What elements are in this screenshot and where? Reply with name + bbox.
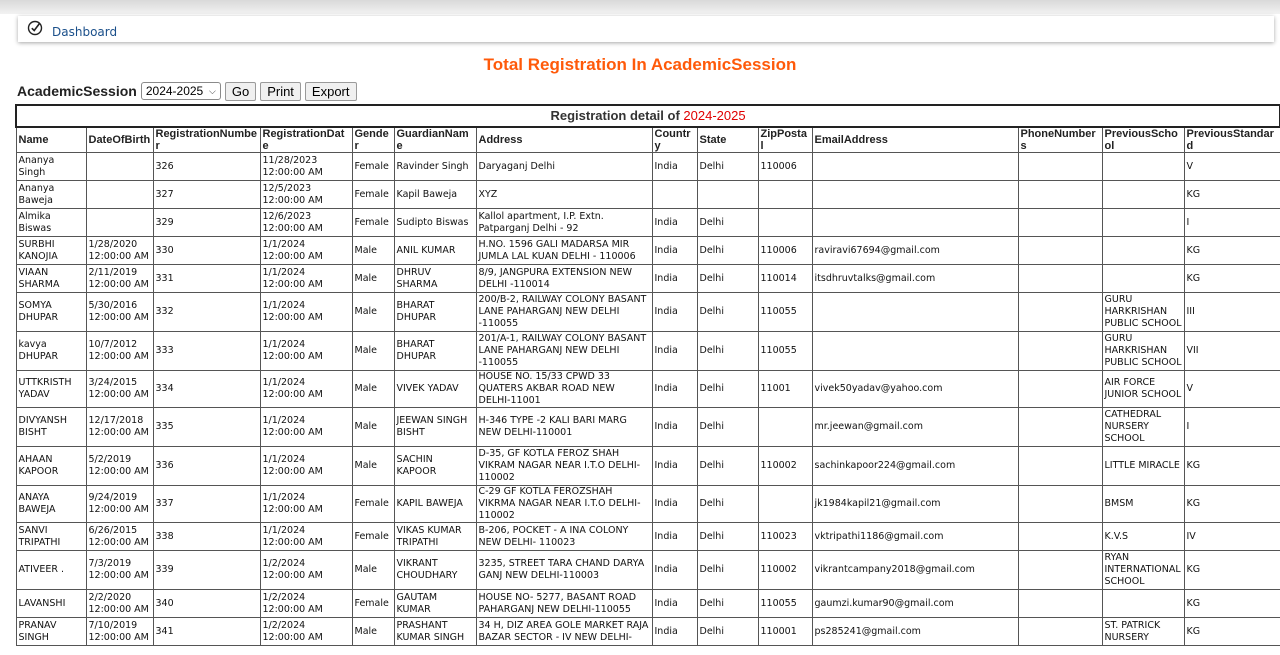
table-cell: 1/28/2020 12:00:00 AM [86,237,153,265]
table-cell: Female [352,209,394,237]
table-cell: VII [1184,332,1280,371]
table-cell: Delhi [697,408,758,447]
table-row [16,447,1280,486]
breadcrumb [18,16,1274,42]
table-cell: DHRUV SHARMA [394,265,476,293]
table-cell: India [652,590,697,618]
table-cell [1102,153,1184,181]
table-row [16,371,1280,408]
table-cell: 341 [153,618,260,646]
table-cell: 34 H, DIZ AREA GOLE MARKET RAJA BAZAR SECTOR - IV NEW DELHI- [476,618,652,646]
table-cell: 200/B-2, RAILWAY COLONY BASANT LANE PAHARGANJ NEW DELHI -110055 [476,293,652,332]
table-cell: KG [1184,590,1280,618]
table-header-row [16,127,1280,153]
table-cell: SANVI TRIPATHI [16,523,86,551]
table-cell: 327 [153,181,260,209]
table-cell: 336 [153,447,260,486]
table-cell [758,408,812,447]
registration-table-wrap [15,104,1279,646]
table-cell: Female [352,590,394,618]
breadcrumb-dashboard-link[interactable]: Dashboard [52,25,118,39]
table-row [16,265,1280,293]
table-cell: Male [352,371,394,408]
registration-table [15,104,1280,646]
table-cell: AIR FORCE JUNIOR SCHOOL [1102,371,1184,408]
table-cell: LAVANSHI [16,590,86,618]
table-cell [1018,209,1102,237]
table-caption-prefix: Registration detail of [550,108,680,123]
table-cell: Delhi [697,590,758,618]
academic-session-label: AcademicSession [17,83,137,99]
table-cell: D-35, GF KOTLA FEROZ SHAH VIKRAM NAGAR NEAR I.T.O DELHI-110002 [476,447,652,486]
table-cell: 3/24/2015 12:00:00 AM [86,371,153,408]
table-cell: Delhi [697,371,758,408]
table-cell: itsdhruvtalks@gmail.com [812,265,1018,293]
table-cell: Almika Biswas [16,209,86,237]
session-filter-bar [17,80,361,102]
table-cell: 1/1/2024 12:00:00 AM [260,332,352,371]
table-cell: BHARAT DHUPAR [394,293,476,332]
table-cell: 12/5/2023 12:00:00 AM [260,181,352,209]
table-caption [16,105,1280,127]
table-row [16,153,1280,181]
table-cell: India [652,523,697,551]
table-cell [1018,153,1102,181]
table-cell [1102,181,1184,209]
table-cell: CATHEDRAL NURSERY SCHOOL [1102,408,1184,447]
table-cell: KG [1184,551,1280,590]
table-cell: VIKAS KUMAR TRIPATHI [394,523,476,551]
page-title: Total Registration In AcademicSession [483,55,797,74]
table-cell [812,293,1018,332]
table-cell [86,209,153,237]
table-row [16,523,1280,551]
table-cell [697,181,758,209]
table-cell: RYAN INTERNATIONAL SCHOOL [1102,551,1184,590]
table-cell: Female [352,181,394,209]
table-cell: sachinkapoor224@gmail.com [812,447,1018,486]
table-cell: vktripathi1186@gmail.com [812,523,1018,551]
column-header: State [697,127,758,153]
table-cell: III [1184,293,1280,332]
table-cell: 110023 [758,523,812,551]
table-cell [86,153,153,181]
table-cell: Daryaganj Delhi [476,153,652,181]
table-cell [812,332,1018,371]
table-cell: C-29 GF KOTLA FEROZSHAH VIKRMA NAGAR NEAR I.T.O DELHI- 110002 [476,486,652,523]
column-header: EmailAddress [812,127,1018,153]
table-cell: 110014 [758,265,812,293]
table-cell: H.NO. 1596 GALI MADARSA MIR JUMLA LAL KUAN DELHI - 110006 [476,237,652,265]
table-cell: 334 [153,371,260,408]
table-cell [1018,447,1102,486]
table-cell: 110055 [758,590,812,618]
table-cell [1018,590,1102,618]
academic-session-selected-value: 2024-2025 [145,84,204,98]
table-cell: Male [352,551,394,590]
table-cell: gaumzi.kumar90@gmail.com [812,590,1018,618]
table-cell: 1/2/2024 12:00:00 AM [260,590,352,618]
table-cell: DIVYANSH BISHT [16,408,86,447]
table-cell: jk1984kapil21@gmail.com [812,486,1018,523]
table-cell: India [652,486,697,523]
table-cell: 8/9, JANGPURA EXTENSION NEW DELHI -110014 [476,265,652,293]
table-cell: mr.jeewan@gmail.com [812,408,1018,447]
table-cell: 1/1/2024 12:00:00 AM [260,486,352,523]
table-cell: Delhi [697,153,758,181]
table-cell: Delhi [697,447,758,486]
table-cell: 340 [153,590,260,618]
table-cell: 1/1/2024 12:00:00 AM [260,293,352,332]
table-cell: XYZ [476,181,652,209]
table-cell: Male [352,265,394,293]
table-cell: India [652,371,697,408]
print-button[interactable]: Print [260,82,301,101]
table-cell: GURU HARKRISHAN PUBLIC SCHOOL [1102,293,1184,332]
table-cell: Female [352,523,394,551]
table-cell: 12/6/2023 12:00:00 AM [260,209,352,237]
table-cell: VIAAN SHARMA [16,265,86,293]
table-cell: Female [352,486,394,523]
table-cell: 5/30/2016 12:00:00 AM [86,293,153,332]
table-cell: 110002 [758,447,812,486]
table-cell: V [1184,371,1280,408]
table-cell: KG [1184,486,1280,523]
table-cell: Delhi [697,265,758,293]
table-cell [812,153,1018,181]
column-header: RegistrationNumber [153,127,260,153]
table-cell: 12/17/2018 12:00:00 AM [86,408,153,447]
table-cell [652,181,697,209]
table-cell: 338 [153,523,260,551]
table-cell: 110002 [758,551,812,590]
table-cell: B-206, POCKET - A INA COLONY NEW DELHI- 110023 [476,523,652,551]
table-cell: India [652,265,697,293]
table-cell: Ananya Singh [16,153,86,181]
table-cell: SACHIN KAPOOR [394,447,476,486]
table-cell: India [652,408,697,447]
table-cell: Delhi [697,486,758,523]
table-cell [812,181,1018,209]
top-shade-bar [0,0,1280,14]
table-cell: 1/2/2024 12:00:00 AM [260,618,352,646]
table-cell: Delhi [697,523,758,551]
export-button[interactable]: Export [305,82,357,101]
table-cell: India [652,447,697,486]
column-header: Gender [352,127,394,153]
table-cell: Male [352,237,394,265]
table-cell: Male [352,293,394,332]
table-cell: ATIVEER . [16,551,86,590]
table-cell: PRASHANT KUMAR SINGH [394,618,476,646]
table-cell: GURU HARKRISHAN PUBLIC SCHOOL [1102,332,1184,371]
table-cell: 337 [153,486,260,523]
academic-session-select[interactable] [141,82,221,100]
table-cell: KG [1184,181,1280,209]
table-cell: IV [1184,523,1280,551]
table-cell: 1/1/2024 12:00:00 AM [260,237,352,265]
table-cell: 1/1/2024 12:00:00 AM [260,371,352,408]
table-cell: KG [1184,618,1280,646]
table-cell [1018,371,1102,408]
table-cell: 11/28/2023 12:00:00 AM [260,153,352,181]
table-cell: 332 [153,293,260,332]
table-cell: GAUTAM KUMAR [394,590,476,618]
table-cell: Delhi [697,237,758,265]
table-cell: 201/A-1, RAILWAY COLONY BASANT LANE PAHARGANJ NEW DELHI -110055 [476,332,652,371]
table-cell: India [652,293,697,332]
table-cell: Delhi [697,618,758,646]
table-cell [1018,265,1102,293]
table-cell: I [1184,408,1280,447]
table-cell: PRANAV SINGH [16,618,86,646]
table-cell [812,209,1018,237]
table-cell: India [652,237,697,265]
table-cell: Male [352,408,394,447]
table-cell [758,486,812,523]
table-cell: 1/1/2024 12:00:00 AM [260,265,352,293]
table-cell: KAPIL BAWEJA [394,486,476,523]
table-row [16,332,1280,371]
table-cell: 110055 [758,332,812,371]
table-cell: Delhi [697,293,758,332]
table-cell: Delhi [697,551,758,590]
table-cell [1018,523,1102,551]
table-cell: India [652,209,697,237]
table-body [16,153,1280,646]
column-header: Address [476,127,652,153]
table-cell [86,181,153,209]
go-button[interactable]: Go [225,82,256,101]
table-row [16,181,1280,209]
table-cell: I [1184,209,1280,237]
table-cell: 110006 [758,237,812,265]
table-cell [1018,408,1102,447]
table-cell: Male [352,332,394,371]
column-header: RegistrationDate [260,127,352,153]
table-cell [1102,209,1184,237]
table-cell: V [1184,153,1280,181]
table-cell: Ravinder Singh [394,153,476,181]
table-cell: vivek50yadav@yahoo.com [812,371,1018,408]
column-header: GuardianName [394,127,476,153]
table-cell: kavya DHUPAR [16,332,86,371]
table-row [16,486,1280,523]
table-cell [1102,590,1184,618]
table-cell [758,209,812,237]
column-header: Name [16,127,86,153]
table-cell [1018,237,1102,265]
table-cell: Delhi [697,209,758,237]
table-cell: India [652,332,697,371]
table-cell [1018,486,1102,523]
table-row [16,237,1280,265]
table-caption-year: 2024-2025 [683,108,746,123]
table-cell: 110055 [758,293,812,332]
table-cell: 326 [153,153,260,181]
table-cell: ANAYA BAWEJA [16,486,86,523]
table-row [16,293,1280,332]
table-cell: Sudipto Biswas [394,209,476,237]
table-cell [1018,181,1102,209]
table-cell: Ananya Baweja [16,181,86,209]
table-cell: Female [352,153,394,181]
table-row [16,590,1280,618]
table-cell: 110006 [758,153,812,181]
table-row [16,209,1280,237]
table-cell: 1/1/2024 12:00:00 AM [260,408,352,447]
table-cell: 2/11/2019 12:00:00 AM [86,265,153,293]
table-cell: BHARAT DHUPAR [394,332,476,371]
table-cell [1018,618,1102,646]
table-cell: 339 [153,551,260,590]
table-cell: 1/1/2024 12:00:00 AM [260,447,352,486]
table-cell: 110001 [758,618,812,646]
table-cell: 6/26/2015 12:00:00 AM [86,523,153,551]
table-cell: 11001 [758,371,812,408]
table-cell: Male [352,618,394,646]
table-cell: raviravi67694@gmail.com [812,237,1018,265]
table-cell: UTTKRISTH YADAV [16,371,86,408]
table-cell: 1/2/2024 12:00:00 AM [260,551,352,590]
table-cell: Kallol apartment, I.P. Extn. Patparganj Delhi - 92 [476,209,652,237]
table-cell: 329 [153,209,260,237]
table-cell: SURBHI KANOJIA [16,237,86,265]
column-header: PreviousStandard [1184,127,1280,153]
table-cell: JEEWAN SINGH BISHT [394,408,476,447]
table-cell: 2/2/2020 12:00:00 AM [86,590,153,618]
table-cell: 331 [153,265,260,293]
table-cell: K.V.S [1102,523,1184,551]
table-cell: VIKRANT CHOUDHARY [394,551,476,590]
table-cell: KG [1184,237,1280,265]
table-cell: BMSM [1102,486,1184,523]
table-cell: H-346 TYPE -2 KALI BARI MARG NEW DELHI-110001 [476,408,652,447]
table-cell [1018,293,1102,332]
column-header: PreviousSchool [1102,127,1184,153]
column-header: DateOfBirth [86,127,153,153]
table-cell: ST. PATRICK NURSERY [1102,618,1184,646]
table-cell: 1/1/2024 12:00:00 AM [260,523,352,551]
table-cell: India [652,551,697,590]
table-cell: VIVEK YADAV [394,371,476,408]
table-row [16,551,1280,590]
table-cell: HOUSE NO. 15/33 CPWD 33 QUATERS AKBAR ROAD NEW DELHI-11001 [476,371,652,408]
table-cell [1102,265,1184,293]
table-cell [1018,551,1102,590]
table-cell: LITTLE MIRACLE [1102,447,1184,486]
table-cell: India [652,618,697,646]
table-cell: 335 [153,408,260,447]
table-cell: Male [352,447,394,486]
table-cell: 7/3/2019 12:00:00 AM [86,551,153,590]
table-cell: 5/2/2019 12:00:00 AM [86,447,153,486]
column-header: PhoneNumbers [1018,127,1102,153]
table-cell: Kapil Baweja [394,181,476,209]
table-cell: AHAAN KAPOOR [16,447,86,486]
table-row [16,408,1280,447]
table-cell [1102,237,1184,265]
chevron-down-icon: ⌵ [209,85,216,96]
table-cell: Delhi [697,332,758,371]
table-cell: India [652,153,697,181]
table-cell: 330 [153,237,260,265]
table-cell: 333 [153,332,260,371]
table-cell: KG [1184,265,1280,293]
check-circle-icon [27,20,43,36]
table-cell: vikrantcampany2018@gmail.com [812,551,1018,590]
table-cell: SOMYA DHUPAR [16,293,86,332]
table-cell: 9/24/2019 12:00:00 AM [86,486,153,523]
column-header: ZipPostal [758,127,812,153]
table-cell: ANIL KUMAR [394,237,476,265]
table-cell: 7/10/2019 12:00:00 AM [86,618,153,646]
table-cell: ps285241@gmail.com [812,618,1018,646]
table-cell: KG [1184,447,1280,486]
table-cell: HOUSE NO- 5277, BASANT ROAD PAHARGANJ NEW DELHI-110055 [476,590,652,618]
table-cell: 3235, STREET TARA CHAND DARYA GANJ NEW DELHI-110003 [476,551,652,590]
table-cell: 10/7/2012 12:00:00 AM [86,332,153,371]
table-cell [758,181,812,209]
table-row [16,618,1280,646]
column-header: Country [652,127,697,153]
table-cell [1018,332,1102,371]
